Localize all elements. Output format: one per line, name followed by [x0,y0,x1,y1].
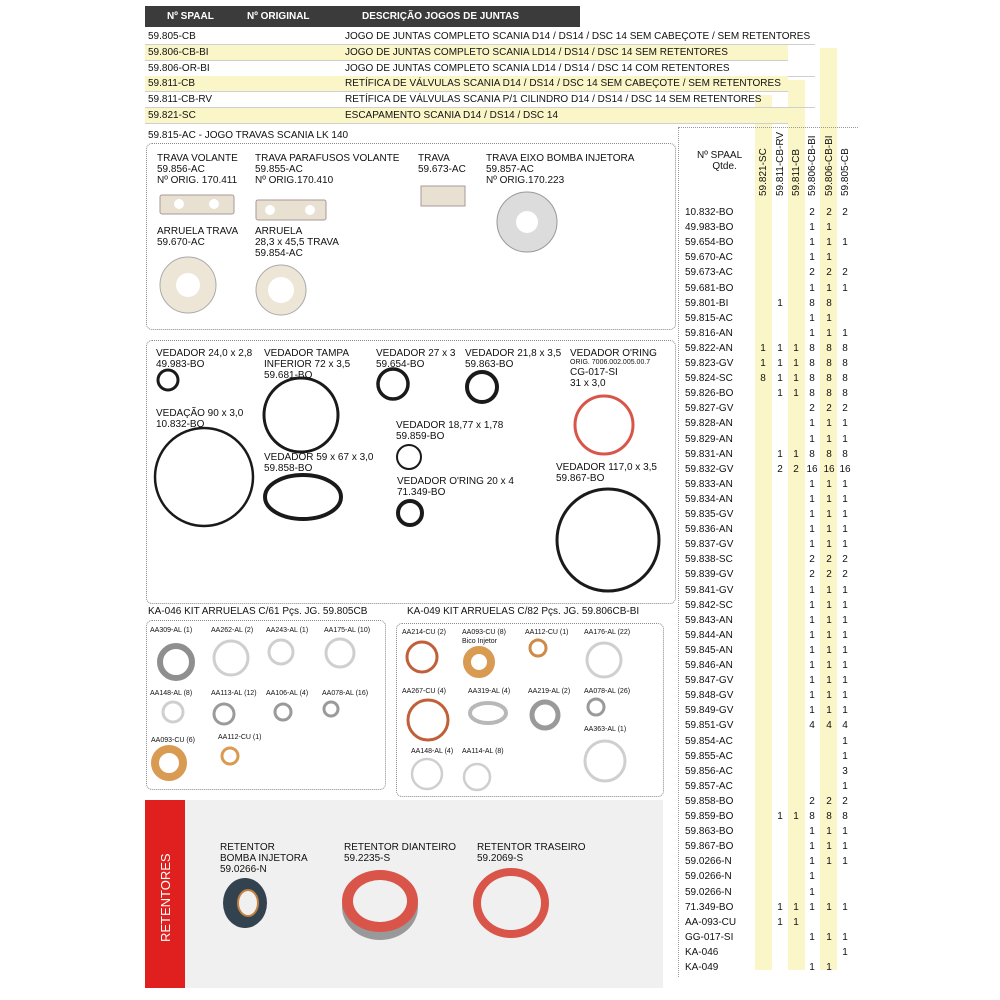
table-cell-qty: 1 [809,826,815,838]
table-cell-qty: 1 [793,373,799,385]
column-header: 59.821-SC [758,148,769,196]
header-original: Nº ORIGINAL [247,11,310,22]
table-row-code: 59.0266-N [685,886,732,898]
table-cell-qty: 3 [842,765,848,777]
table-cell-qty: 1 [760,342,766,354]
table-cell-qty: 1 [809,675,815,687]
arruela: ARRUELA 28,3 x 45,5 TRAVA 59.854-AC [255,226,339,259]
vedador-2: VEDADOR TAMPA INFERIOR 72 x 3,5 59.681-BO [264,348,351,381]
vedacao-6: VEDAÇÃO 90 x 3,0 10.832-BO [156,408,244,430]
table-cell-qty: 1 [777,811,783,822]
table-row-code: 59.837-GV [685,539,734,551]
table-cell-qty: 8 [842,448,848,460]
table-cell-qty: 2 [826,554,832,566]
table-row-code: 59.863-BO [685,826,734,838]
jogo-code: 59.806-OR-BI [148,62,210,74]
table-row-code: 59.827-GV [685,403,734,415]
table-cell-qty: 2 [826,267,832,279]
table-cell-qty: 1 [777,901,783,913]
ka049-item-11: AA114-AL (8) [462,748,504,755]
table-row-code: 59.838-SC [685,554,733,566]
table-cell-qty: 1 [777,448,783,460]
table-cell-qty: 1 [809,433,815,445]
table-cell-qty: 1 [842,433,848,445]
table-cell-qty: 1 [777,342,783,354]
table-head: Nº SPAAL Qtde. [697,150,743,172]
table-row-code: 59.816-AN [685,327,733,339]
ka049-item-7: AA219-AL (2) [528,688,571,695]
table-row-code: 59.823-GV [685,358,734,369]
jogo-code: 59.821-SC [148,110,196,121]
table-cell-qty: 1 [826,509,832,520]
table-row-code: 59.833-AN [685,478,733,490]
table-cell-qty: 1 [826,629,832,641]
table-divider [678,127,680,977]
table-cell-qty: 1 [842,524,848,536]
table-row-code: 59.0266-N [685,856,732,868]
table-cell-qty: 1 [842,946,848,958]
table-cell-qty: 1 [826,614,832,626]
ka046-item-4: AA175-AL (10) [324,627,371,634]
jogo-code: 59.806-CB-BI [148,46,209,58]
vedador-1: VEDADOR 24,0 x 2,8 49.983-BO [156,348,253,370]
retentores-label: RETENTORES [158,853,173,942]
vedador-3: VEDADOR 27 x 3 59.654-BO [376,348,456,370]
table-row-code: 49.983-BO [685,222,734,234]
table-cell-qty: 1 [826,931,832,943]
table-row-code: AA-093-CU [685,916,737,928]
table-cell-qty: 2 [842,403,848,415]
table-cell-qty: 1 [809,886,815,898]
table-cell-qty: 1 [826,690,832,702]
table-cell-qty: 8 [826,811,832,822]
ka049-item-10: AA148-AL (4) [411,748,454,755]
table-cell-qty: 1 [826,584,832,596]
table-cell-qty: 1 [793,448,799,460]
table-cell-qty: 1 [809,962,815,973]
table-cell-qty: 1 [793,916,799,928]
table-row-code: 59.0266-N [685,871,732,883]
table-cell-qty: 8 [809,811,815,822]
table-cell-qty: 2 [842,569,848,581]
table-cell-qty: 1 [809,841,815,853]
table-cell-qty: 8 [809,358,815,369]
table-cell-qty: 1 [842,614,848,626]
table-cell-qty: 1 [777,916,783,928]
table-cell-qty: 1 [809,327,815,339]
table-cell-qty: 1 [809,931,815,943]
table-cell-qty: 1 [809,705,815,717]
travas-title: 59.815-AC - JOGO TRAVAS SCANIA LK 140 [148,130,349,141]
table-cell-qty: 1 [842,780,848,792]
table-cell-qty: 8 [842,342,848,354]
table-top-line [678,127,858,128]
table-cell-qty: 1 [826,478,832,490]
table-cell-qty: 1 [809,584,815,596]
table-cell-qty: 1 [809,312,815,324]
table-cell-qty: 1 [842,237,848,249]
table-cell-qty: 1 [826,524,832,536]
table-cell-qty: 1 [809,690,815,702]
ka049-item-2: AA093-CU (8) [462,629,506,636]
table-cell-qty: 4 [826,720,832,732]
column-header: 59.811-CB [791,148,802,196]
table-cell-qty: 1 [793,901,799,913]
table-cell-qty: 8 [809,388,815,400]
table-row-code: 59.847-GV [685,675,734,687]
column-header: 59.811-CB-RV [775,131,786,196]
table-cell-qty: 1 [826,644,832,656]
table-row-code: KA-046 [685,946,719,958]
ka049-item-4: AA176-AL (22) [584,629,631,636]
table-cell-qty: 1 [793,811,799,822]
table-cell-qty: 1 [809,539,815,551]
table-cell-qty: 1 [826,856,832,868]
table-cell-qty: 2 [809,554,815,566]
table-cell-qty: 1 [842,478,848,490]
table-row-code: 59.673-AC [685,267,733,279]
table-cell-qty: 2 [826,207,832,218]
ka049-title: KA-049 KIT ARRUELAS C/82 Pçs. JG. 59.806CB-BI [407,606,640,617]
vedador-10: VEDADOR 117,0 x 3,5 59.867-BO [556,462,657,484]
ka046-item-2: AA262-AL (2) [211,627,254,634]
table-cell-qty: 1 [793,342,799,354]
table-row-code: 59.834-AN [685,493,733,505]
jogo-desc: ESCAPAMENTO SCANIA D14 / DS14 / DSC 14 [345,110,559,121]
vedador-4: VEDADOR 21,8 x 3,5 59.863-BO [465,348,562,370]
table-cell-qty: 2 [809,403,815,415]
table-cell-qty: 1 [826,312,832,324]
table-cell-qty: 1 [809,660,815,671]
table-cell-qty: 1 [842,856,848,868]
table-cell-qty: 2 [842,795,848,807]
table-cell-qty: 1 [793,358,799,369]
table-cell-qty: 8 [826,358,832,369]
table-cell-qty: 1 [826,599,832,611]
ka049-item-5: AA267-CU (4) [402,688,446,695]
table-cell-qty: 1 [826,433,832,445]
table-cell-qty: 8 [809,342,815,354]
ka046-item-7: AA106-AL (4) [266,690,309,697]
retentor-dianteiro: RETENTOR DIANTEIRO 59.2235-S [344,842,457,864]
table-cell-qty: 8 [842,373,848,385]
table-cell-qty: 1 [809,524,815,536]
table-cell-qty: 1 [826,222,832,234]
table-cell-qty: 1 [842,705,848,717]
table-cell-qty: 8 [760,373,766,385]
table-cell-qty: 1 [842,418,848,430]
table-cell-qty: 1 [842,690,848,702]
table-cell-qty: 8 [826,388,832,400]
ka046-item-6: AA113-AL (12) [211,690,257,697]
table-cell-qty: 1 [842,841,848,853]
table-cell-qty: 1 [842,675,848,687]
table-cell-qty: 1 [842,493,848,505]
retentor-traseiro-inner [481,876,541,930]
table-cell-qty: 1 [826,539,832,551]
table-cell-qty: 1 [842,735,848,747]
ka049-item-6: AA319-AL (4) [468,688,511,695]
table-cell-qty: 1 [777,297,783,309]
table-cell-qty: 1 [777,388,783,400]
table-cell-qty: 1 [826,237,832,249]
table-row-code: 59.859-BO [685,811,734,822]
vedador-8: VEDADOR 59 x 67 x 3,0 59.858-BO [264,452,374,474]
table-row-code: 59.857-AC [685,780,733,792]
table-cell-qty: 2 [793,463,799,475]
table-row-code: 59.841-GV [685,584,734,596]
table-cell-qty: 4 [842,720,848,732]
table-cell-qty: 1 [842,931,848,943]
jogo-desc: JOGO DE JUNTAS COMPLETO SCANIA LD14 / DS14 / DSC 14 SEM RETENTORES [345,46,728,58]
arruela-trava: ARRUELA TRAVA 59.670-AC [157,226,239,248]
ka046-item-3: AA243-AL (1) [266,627,309,634]
table-cell-qty: 1 [842,327,848,339]
table-cell-qty: 1 [826,841,832,853]
table-cell-qty: 2 [809,207,815,218]
table-cell-qty: 1 [826,705,832,717]
ka049-item-8: AA078-AL (26) [584,688,631,695]
column-header: 59.806-CB-BI [807,135,818,196]
table-cell-qty: 1 [842,826,848,838]
table-row-code: KA-049 [685,962,719,973]
table-cell-qty: 2 [842,207,848,218]
jogo-desc: RETÍFICA DE VÁLVULAS SCANIA P/1 CILINDRO D14 / DS14 / DSC 14 SEM RETENTORES [345,94,762,106]
header-spaal: Nº SPAAL [167,11,214,22]
table-row-code: 59.670-AC [685,252,733,264]
table-cell-qty: 8 [809,448,815,460]
retentor-dianteiro-inner [353,880,407,922]
jogo-code: 59.811-CB [148,78,196,90]
table-cell-qty: 8 [809,297,815,309]
table-cell-qty: 1 [809,418,815,430]
table-cell-qty: 1 [842,750,848,762]
table-row-code: 59.831-AN [685,448,733,460]
table-cell-qty: 1 [809,871,815,883]
table-cell-qty: 1 [826,962,832,973]
jogo-desc: RETÍFICA DE VÁLVULAS SCANIA D14 / DS14 / DSC 14 SEM CABEÇOTE / SEM RETENTORES [345,78,781,90]
table-row-code: 59.846-AN [685,660,733,671]
table-cell-qty: 1 [809,222,815,234]
table-cell-qty: 1 [826,282,832,294]
table-row-code: 10.832-BO [685,207,734,218]
table-row-code: 59.867-BO [685,841,734,853]
table-cell-qty: 16 [839,463,851,475]
table-row-code: 59.858-BO [685,795,734,807]
table-cell-qty: 1 [777,358,783,369]
jogo-code: 59.805-CB [148,31,196,42]
ka046-item-8: AA078-AL (16) [322,690,369,697]
table-cell-qty: 8 [826,342,832,354]
table-cell-qty: 1 [809,901,815,913]
table-cell-qty: 1 [842,660,848,671]
table-row-code: 59.836-AN [685,524,733,536]
ka046-title: KA-046 KIT ARRUELAS C/61 Pçs. JG. 59.805CB [148,606,368,617]
table-cell-qty: 2 [826,795,832,807]
table-cell-qty: 8 [842,811,848,822]
trava-eixo: TRAVA EIXO BOMBA INJETORA 59.857-AC Nº ORIG.170.223 [486,153,635,186]
jogo-desc: JOGO DE JUNTAS COMPLETO SCANIA D14 / DS14 / DSC 14 SEM CABEÇOTE / SEM RETENTORES [345,31,811,42]
trava-volante: TRAVA VOLANTE 59.856-AC Nº ORIG. 170.411 [157,153,238,186]
table-cell-qty: 8 [826,373,832,385]
table-row-code: 59.851-GV [685,720,734,732]
table-cell-qty: 1 [842,584,848,596]
table-row-code: 59.681-BO [685,282,734,294]
table-row-code: 59.845-AN [685,644,733,656]
column-header: 59.805-CB [840,148,851,196]
retentor-traseiro: RETENTOR TRASEIRO 59.2069-S [477,842,586,864]
table-cell-qty: 1 [809,509,815,520]
table-cell-qty: 1 [809,237,815,249]
table-cell-qty: 1 [793,388,799,400]
table-cell-qty: 2 [826,569,832,581]
table-cell-qty: 1 [809,282,815,294]
table-row-code: 59.801-BI [685,297,729,309]
table-cell-qty: 2 [809,795,815,807]
table-cell-qty: 1 [826,826,832,838]
table-cell-qty: 1 [809,252,815,264]
table-row-code: 59.844-AN [685,629,733,641]
table-cell-qty: 8 [826,448,832,460]
table-row-code: 71.349-BO [685,901,734,913]
retentor-bomba-inner [238,890,258,916]
table-cell-qty: 1 [826,493,832,505]
header-desc: DESCRIÇÃO JOGOS DE JUNTAS [362,11,520,22]
table-cell-qty: 8 [809,373,815,385]
vedador-7: VEDADOR 18,77 x 1,78 59.859-BO [396,420,504,442]
table-row-code: 59.822-AN [685,342,733,354]
table-row-code: 59.854-AC [685,735,733,747]
table-row-code: 59.855-AC [685,750,733,762]
table-cell-qty: 1 [842,282,848,294]
table-cell-qty: 1 [809,644,815,656]
column-header: 59.806-CB-BI [824,135,835,196]
table-cell-qty: 8 [842,358,848,369]
table-cell-qty: 1 [809,493,815,505]
table-row-code: 59.835-GV [685,509,734,520]
table-row-code: 59.856-AC [685,765,733,777]
ka049-item-1: AA214-CU (2) [402,629,446,636]
ka046-item-10: AA112-CU (1) [218,734,262,741]
table-cell-qty: 2 [809,569,815,581]
table-row-code: 59.832-GV [685,463,734,475]
table-row-code: 59.824-SC [685,373,733,385]
ka046-item-1: AA309-AL (1) [150,627,193,634]
table-cell-qty: 2 [777,463,783,475]
table-row-code: 59.839-GV [685,569,734,581]
table-cell-qty: 2 [842,267,848,279]
table-cell-qty: 1 [826,252,832,264]
table-row-code: 59.842-SC [685,599,733,611]
table-cell-qty: 1 [809,856,815,868]
vedador-5: VEDADOR O'RING ORIG. 7006.002.005.00.7 CG-017-SI 31 x 3,0 [570,348,657,389]
table-cell-qty: 1 [826,675,832,687]
ka049-item-9: AA363-AL (1) [584,726,627,733]
table-cell-qty: 2 [842,554,848,566]
table-cell-qty: 8 [826,297,832,309]
table-row-code: 59.826-BO [685,388,734,400]
table-cell-qty: 8 [842,388,848,400]
trava-parafusos: TRAVA PARAFUSOS VOLANTE 59.855-AC Nº ORIG.170.410 [255,153,400,186]
table-cell-qty: 4 [809,720,815,732]
table-cell-qty: 16 [823,463,835,475]
table-row-code: 59.654-BO [685,237,734,249]
table-cell-qty: 1 [826,418,832,430]
table-row-code: GG-017-SI [685,931,734,943]
table-cell-qty: 1 [809,478,815,490]
trava: TRAVA 59.673-AC [418,153,466,175]
table-cell-qty: 2 [826,403,832,415]
jogo-desc: JOGO DE JUNTAS COMPLETO SCANIA LD14 / DS14 / DSC 14 COM RETENTORES [345,62,730,74]
table-cell-qty: 1 [842,599,848,611]
jogo-code: 59.811-CB-RV [148,94,213,106]
table-cell-qty: 1 [809,629,815,641]
table-cell-qty: 2 [809,267,815,279]
table-cell-qty: 1 [826,327,832,339]
table-cell-qty: 1 [842,539,848,551]
table-cell-qty: 1 [842,509,848,520]
table-cell-qty: 1 [826,660,832,671]
ka046-item-9: AA093-CU (6) [151,737,195,744]
table-row-code: 59.848-GV [685,690,734,702]
table-cell-qty: 1 [842,901,848,913]
table-cell-qty: 1 [842,644,848,656]
table-cell-qty: 1 [777,373,783,385]
ka046-item-5: AA148-AL (8) [150,690,193,697]
retentor-bomba: RETENTOR BOMBA INJETORA 59.0266-N [220,842,308,875]
table-cell-qty: 1 [809,599,815,611]
table-row-code: 59.843-AN [685,614,733,626]
table-cell-qty: 1 [809,614,815,626]
ka049-item-2-note: Bico Injetor [462,638,498,645]
table-row-code: 59.849-GV [685,705,734,717]
table-row-code: 59.815-AC [685,312,733,324]
table-row-code: 59.829-AN [685,433,733,445]
vedador-9: VEDADOR O'RING 20 x 4 71.349-BO [397,476,514,498]
table-cell-qty: 16 [806,463,818,475]
table-cell-qty: 1 [842,629,848,641]
table-row-code: 59.828-AN [685,418,733,430]
ka049-item-3: AA112-CU (1) [525,629,569,636]
table-cell-qty: 1 [760,358,766,369]
table-cell-qty: 1 [826,901,832,913]
